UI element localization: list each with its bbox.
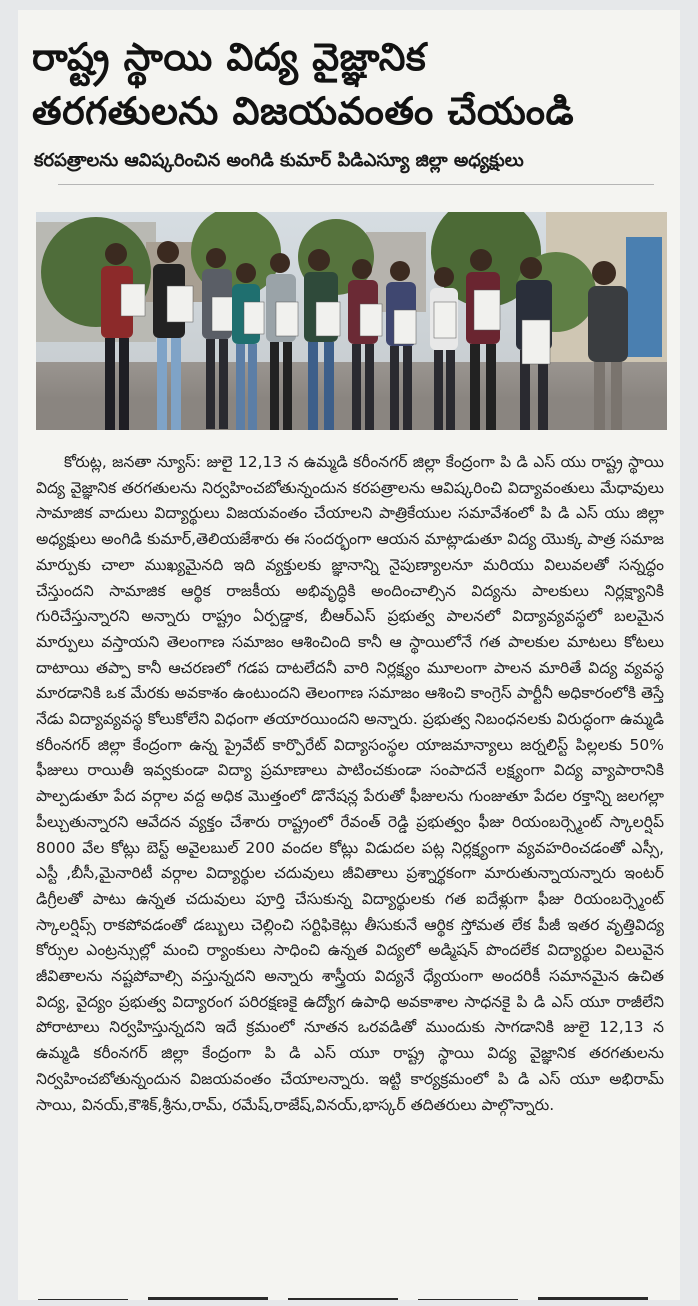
newspaper-clipping bbox=[18, 10, 680, 1300]
next-article-strip bbox=[18, 1290, 680, 1300]
article-body: కోరుట్ల, జనతా న్యూస్: జులై 12,13 న ఉమ్మడి కరీంనగర్ జిల్లా కేంద్రంగా పి డి ఎస్ యు రాష్ట్ర స్థాయి విద్య వైజ్ఞానిక తరగతులను నిర్వహించబోతున్నందున కరపత్రాలను ఆవిష్కరించి విద్యావంతులు మేధావులు సామాజిక వాదులు విద్యార్థులు విజయవంతం చేయాలని పాత్రికేయుల సమావేశంలో పి డి ఎస్ యు జిల్లా అధ్యక్షులు అంగిడి కుమార్,తెలియజేశారు ఈ సందర్భంగా ఆయన మాట్లాడుతూ విద్య యొక్క పాత్ర సమాజ మార్పుకు చాలా ముఖ్యమైనది ఇది వ్యక్తులకు జ్ఞానాన్ని నైపుణ్యాలనూ మరియు విలువలతో సన్నద్ధం చేస్తుందని సామాజిక ఆర్థిక రాజకీయ అభివృద్ధికి అందించాల్సిన విద్యను పాలకులు నిర్లక్ష్యానికి గురిచేస్తున్నారని అన్నారు రాష్ట్రం ఏర్పడ్డాక, బీఆర్ఎస్ ప్రభుత్వ పాలనలో విద్యావ్యవస్థలో బలమైన మార్పులు వస్తాయని తెలంగాణ సమాజం ఆశించింది కానీ ఆ స్థాయిలోనే గత పాలకుల మాటలు కోటలు దాటాయి తప్పా కానీ ఆచరణలో గడప దాటలేదనీ వారి నిర్లక్ష్యం మూలంగా పాలన మారితే విద్య వ్యవస్థ మారడానికి ఒక మేరకు అవకాశం ఉంటుందని తెలంగాణ సమాజం ఆశించి కాంగ్రెస్ పార్టీనీ అధికారంలోకి తెస్తే నేడు విద్యావ్యవస్థ కోలుకోలేని విధంగా తయారయిందని అన్నారు. ప్రభుత్వ నిబంధనలకు విరుద్ధంగా ఉమ్మడి కరీంనగర్ జిల్లా కేంద్రంగా ఉన్న ప్రైవేట్ కార్పొరేట్ విద్యాసంస్థల యాజమాన్యాలు జర్నలిస్ట్ పిల్లలకు 50% ఫీజులు రాయితీ ఇవ్వకుండా విద్యా ప్రమాణాలు పాటించకుండా సంపాదనే లక్ష్యంగా విద్య వ్యాపారానికి పాల్పడుతూ పేద వర్గాల వద్ద అధిక మొత్తంలో డొనేషన్ల పేరుతో ఫీజులను గుంజుతూ పేదల రక్తాన్ని జలగల్లా పీల్చుతున్నారని ఆవేదన వ్యక్తం చేశారు రాష్ట్రంలో రేవంత్ రెడ్డి ప్రభుత్వం ఫీజు రియంబర్స్మెంట్ స్కాలర్షిప్ 8000 వేల కోట్లు బెస్ట్ అవైలబుల్ 200 వందల కోట్లు విడుదల పట్ల నిర్లక్ష్యంగా వ్యవహరించడంతో ఎస్సీ, ఎస్టీ ,బీసీ,మైనారిటీ వర్గాల విద్యార్థుల చదువులు జీవితాలు ప్రశ్నార్థకంగా మారుతున్నాయన్నారు ఇంటర్ డిగ్రీలతో పాటు ఉన్నత చదువులు పూర్తి చేసుకున్న విద్యార్థులకు గత ఐదేళ్లుగా ఫీజు రియంబర్స్మెంట్ స్కాలర్షిప్స్ రాకపోవడంతో డబ్బులు చెల్లించి సర్టిఫికెట్లు తీసుకునే ఆర్థిక స్తోమత లేక పీజీ ఇతర వృత్తివిద్య కోర్సుల ఎంట్రన్సుల్లో మంచి ర్యాంకులు సాధించి ఉన్నత విద్యలో అడ్మిషన్ పొందలేక విద్యార్థుల విలువైన జీవితాలను నష్టపోవాల్సి వస్తున్నదని అన్నారు శాస్త్రీయ విద్యనే ధ్యేయంగా అందరికీ సమానమైన ఉచిత విద్య, వైద్యం ప్రభుత్వ విద్యారంగ పరిరక్షణకై ఉద్యోగ ఉపాధి అవకాశాల సాధనకై పి డి ఎస్ యూ రాజీలేని పోరాటాలు నిర్వహిస్తున్నదని ఇదే క్రమంలో నూతన ఒరవడితో ముందుకు సాగడానికి జులై 12,13 న ఉమ్మడి కరీంనగర్ జిల్లా కేంద్రంగా పి డి ఎస్ యూ రాష్ట్ర స్థాయి విద్య వైజ్ఞానిక తరగతులను నిర్వహించబోతున్నందున విజయవంతం చేయాలన్నారు. ఇట్టి కార్యక్రమంలో పి డి ఎస్ యూ అభిరామ్ సాయి, వినయ్,కౌశిక్,శ్రీను,రామ్, రమేష్,రాజేష్,వినయ్,భాస్కర్ తదితరులు పాల్గొన్నారు. bbox=[36, 453, 664, 1114]
group-photo-image bbox=[36, 212, 667, 430]
divider-rule bbox=[58, 184, 654, 185]
headline-line-1: రాష్ట్ర స్థాయి విద్య వైజ్ఞానిక bbox=[32, 35, 427, 79]
subheadline: కరపత్రాలను ఆవిష్కరించిన అంగిడి కుమార్ పిడిఎస్యూ జిల్లా అధ్యక్షులు bbox=[34, 150, 524, 171]
news-photo bbox=[36, 212, 667, 430]
headline-line-2: తరగతులను విజయవంతం చేయండి bbox=[32, 89, 575, 133]
